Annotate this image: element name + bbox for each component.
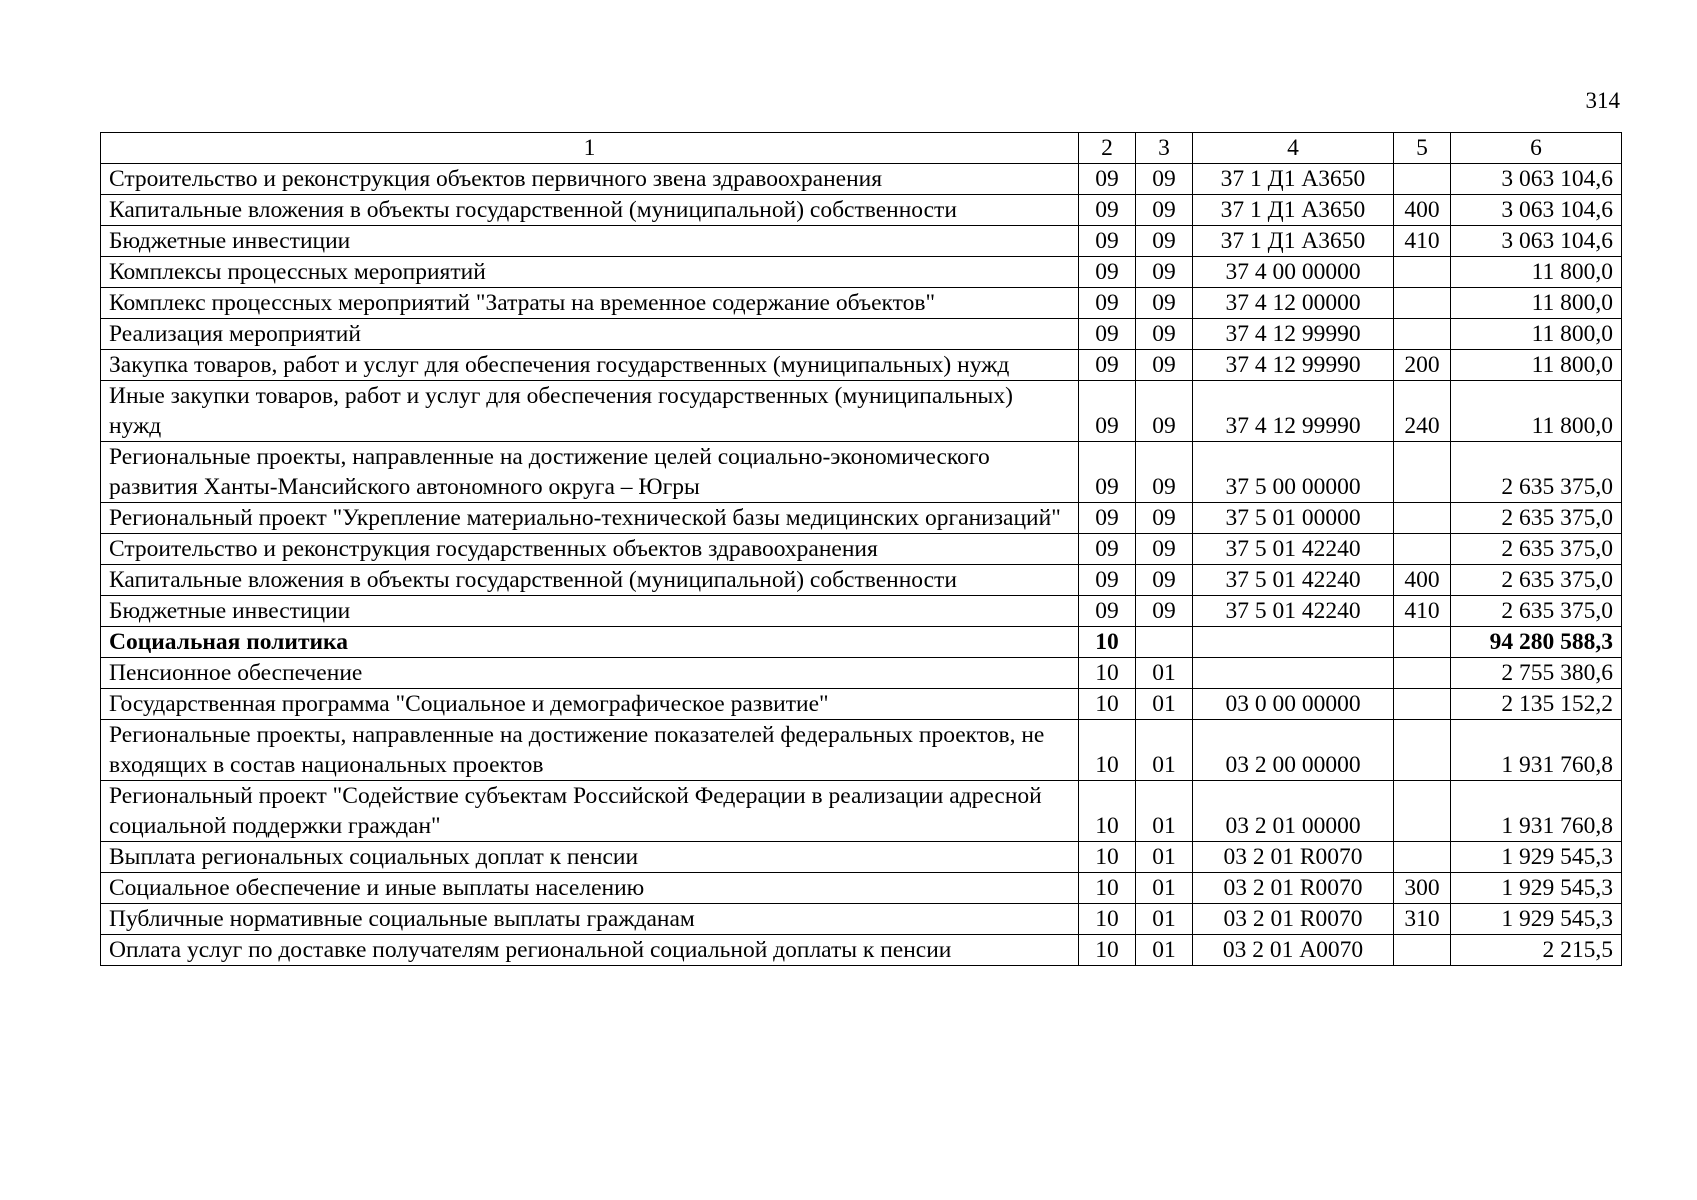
cell-amount: 1 929 545,3	[1451, 842, 1622, 873]
cell-amount: 1 931 760,8	[1451, 781, 1622, 842]
cell-section: 09	[1079, 257, 1136, 288]
cell-expense-type	[1394, 503, 1451, 534]
cell-subsection: 01	[1136, 842, 1193, 873]
cell-section: 09	[1079, 442, 1136, 503]
cell-section: 09	[1079, 319, 1136, 350]
cell-amount: 2 755 380,6	[1451, 658, 1622, 689]
table-row	[101, 720, 1622, 781]
table-row	[101, 442, 1622, 503]
cell-section: 09	[1079, 226, 1136, 257]
cell-expense-type: 410	[1394, 226, 1451, 257]
cell-name: Региональный проект "Содействие субъектам Российской Федерации в реализации адресной социальной поддержки граждан"	[101, 781, 1079, 842]
cell-subsection: 09	[1136, 164, 1193, 195]
cell-subsection: 09	[1136, 565, 1193, 596]
cell-subsection: 01	[1136, 689, 1193, 720]
cell-subsection: 01	[1136, 935, 1193, 966]
cell-amount: 2 135 152,2	[1451, 689, 1622, 720]
cell-target-article	[1193, 658, 1394, 689]
table-row	[101, 658, 1622, 689]
table-row	[101, 226, 1622, 257]
cell-expense-type	[1394, 720, 1451, 781]
cell-target-article: 37 4 12 00000	[1193, 288, 1394, 319]
cell-name: Капитальные вложения в объекты государственной (муниципальной) собственности	[101, 565, 1079, 596]
cell-name: Региональные проекты, направленные на достижение показателей федеральных проектов, не входящих в состав национальных проектов	[101, 720, 1079, 781]
cell-target-article: 03 2 00 00000	[1193, 720, 1394, 781]
cell-subsection: 09	[1136, 319, 1193, 350]
cell-target-article: 03 2 01 00000	[1193, 781, 1394, 842]
page-number: 314	[1585, 88, 1620, 113]
cell-amount: 2 635 375,0	[1451, 534, 1622, 565]
table-row	[101, 627, 1622, 658]
cell-expense-type	[1394, 842, 1451, 873]
cell-expense-type: 410	[1394, 596, 1451, 627]
cell-section: 09	[1079, 195, 1136, 226]
cell-subsection: 09	[1136, 442, 1193, 503]
cell-name: Выплата региональных социальных доплат к пенсии	[101, 842, 1079, 873]
cell-subsection: 09	[1136, 503, 1193, 534]
cell-target-article: 37 1 Д1 А3650	[1193, 226, 1394, 257]
cell-subsection: 01	[1136, 658, 1193, 689]
cell-name: Комплекс процессных мероприятий "Затраты на временное содержание объектов"	[101, 288, 1079, 319]
cell-section: 09	[1079, 534, 1136, 565]
cell-target-article: 37 1 Д1 А3650	[1193, 195, 1394, 226]
cell-expense-type: 200	[1394, 350, 1451, 381]
cell-subsection: 09	[1136, 288, 1193, 319]
table-header-row	[101, 133, 1622, 164]
cell-expense-type	[1394, 319, 1451, 350]
table-body	[101, 133, 1622, 966]
cell-expense-type: 400	[1394, 195, 1451, 226]
cell-name: Реализация мероприятий	[101, 319, 1079, 350]
cell-subsection: 09	[1136, 534, 1193, 565]
table-row	[101, 781, 1622, 842]
table-row	[101, 288, 1622, 319]
cell-subsection: 09	[1136, 596, 1193, 627]
cell-amount: 11 800,0	[1451, 319, 1622, 350]
cell-name: Государственная программа "Социальное и демографическое развитие"	[101, 689, 1079, 720]
cell-name: Комплексы процессных мероприятий	[101, 257, 1079, 288]
cell-target-article: 03 0 00 00000	[1193, 689, 1394, 720]
cell-target-article	[1193, 627, 1394, 658]
cell-target-article: 03 2 01 R0070	[1193, 873, 1394, 904]
cell-amount: 3 063 104,6	[1451, 164, 1622, 195]
cell-section: 10	[1079, 781, 1136, 842]
cell-amount: 2 215,5	[1451, 935, 1622, 966]
cell-name: Иные закупки товаров, работ и услуг для обеспечения государственных (муниципальных) нужд	[101, 381, 1079, 442]
table-row	[101, 503, 1622, 534]
cell-expense-type: 240	[1394, 381, 1451, 442]
cell-expense-type: 300	[1394, 873, 1451, 904]
cell-target-article: 37 5 01 42240	[1193, 596, 1394, 627]
cell-subsection: 01	[1136, 904, 1193, 935]
cell-section: 09	[1079, 164, 1136, 195]
cell-expense-type	[1394, 689, 1451, 720]
cell-name: Бюджетные инвестиции	[101, 226, 1079, 257]
header-cell-name: 1	[101, 133, 1079, 164]
table-row	[101, 319, 1622, 350]
cell-expense-type: 310	[1394, 904, 1451, 935]
table-row	[101, 842, 1622, 873]
cell-amount: 2 635 375,0	[1451, 503, 1622, 534]
cell-expense-type	[1394, 164, 1451, 195]
cell-amount: 2 635 375,0	[1451, 442, 1622, 503]
cell-subsection: 09	[1136, 350, 1193, 381]
table-row	[101, 596, 1622, 627]
cell-expense-type	[1394, 658, 1451, 689]
cell-subsection: 09	[1136, 381, 1193, 442]
cell-section: 09	[1079, 350, 1136, 381]
table-row	[101, 904, 1622, 935]
cell-section: 09	[1079, 503, 1136, 534]
header-cell-amount: 6	[1451, 133, 1622, 164]
cell-expense-type	[1394, 288, 1451, 319]
cell-expense-type	[1394, 442, 1451, 503]
cell-target-article: 03 2 01 R0070	[1193, 904, 1394, 935]
cell-section: 10	[1079, 904, 1136, 935]
cell-target-article: 37 5 00 00000	[1193, 442, 1394, 503]
cell-section: 09	[1079, 288, 1136, 319]
cell-target-article: 37 5 01 42240	[1193, 565, 1394, 596]
cell-subsection: 09	[1136, 257, 1193, 288]
cell-amount: 3 063 104,6	[1451, 195, 1622, 226]
cell-section: 10	[1079, 720, 1136, 781]
cell-section: 09	[1079, 596, 1136, 627]
cell-name: Капитальные вложения в объекты государственной (муниципальной) собственности	[101, 195, 1079, 226]
cell-name: Строительство и реконструкция объектов первичного звена здравоохранения	[101, 164, 1079, 195]
cell-subsection: 01	[1136, 720, 1193, 781]
table-row	[101, 164, 1622, 195]
header-cell-subsection: 3	[1136, 133, 1193, 164]
header-cell-target-article: 4	[1193, 133, 1394, 164]
cell-expense-type	[1394, 627, 1451, 658]
cell-amount: 11 800,0	[1451, 288, 1622, 319]
cell-amount: 94 280 588,3	[1451, 627, 1622, 658]
cell-amount: 2 635 375,0	[1451, 596, 1622, 627]
cell-subsection: 01	[1136, 781, 1193, 842]
cell-amount: 11 800,0	[1451, 381, 1622, 442]
cell-name: Публичные нормативные социальные выплаты гражданам	[101, 904, 1079, 935]
cell-amount: 1 931 760,8	[1451, 720, 1622, 781]
cell-name: Строительство и реконструкция государственных объектов здравоохранения	[101, 534, 1079, 565]
table-row	[101, 195, 1622, 226]
budget-table	[100, 132, 1622, 966]
cell-name: Социальное обеспечение и иные выплаты населению	[101, 873, 1079, 904]
cell-expense-type	[1394, 781, 1451, 842]
cell-amount: 1 929 545,3	[1451, 904, 1622, 935]
cell-section: 10	[1079, 873, 1136, 904]
cell-target-article: 37 1 Д1 А3650	[1193, 164, 1394, 195]
cell-expense-type	[1394, 534, 1451, 565]
table-row	[101, 381, 1622, 442]
cell-name: Социальная политика	[101, 627, 1079, 658]
cell-subsection: 09	[1136, 226, 1193, 257]
cell-name: Региональные проекты, направленные на достижение целей социально-экономического развития Ханты-Мансийского автономного округа – Югры	[101, 442, 1079, 503]
cell-expense-type: 400	[1394, 565, 1451, 596]
table-row	[101, 257, 1622, 288]
table-row	[101, 873, 1622, 904]
header-cell-expense-type: 5	[1394, 133, 1451, 164]
cell-name: Региональный проект "Укрепление материально-технической базы медицинских организаций"	[101, 503, 1079, 534]
cell-name: Пенсионное обеспечение	[101, 658, 1079, 689]
cell-section: 10	[1079, 689, 1136, 720]
cell-amount: 1 929 545,3	[1451, 873, 1622, 904]
table-row	[101, 534, 1622, 565]
cell-target-article: 37 4 12 99990	[1193, 319, 1394, 350]
table-row	[101, 689, 1622, 720]
cell-amount: 11 800,0	[1451, 350, 1622, 381]
cell-name: Закупка товаров, работ и услуг для обеспечения государственных (муниципальных) нужд	[101, 350, 1079, 381]
cell-amount: 2 635 375,0	[1451, 565, 1622, 596]
cell-section: 09	[1079, 381, 1136, 442]
cell-subsection	[1136, 627, 1193, 658]
cell-amount: 3 063 104,6	[1451, 226, 1622, 257]
cell-target-article: 37 4 00 00000	[1193, 257, 1394, 288]
cell-section: 10	[1079, 658, 1136, 689]
cell-section: 10	[1079, 627, 1136, 658]
cell-amount: 11 800,0	[1451, 257, 1622, 288]
table-row	[101, 350, 1622, 381]
cell-name: Бюджетные инвестиции	[101, 596, 1079, 627]
cell-target-article: 37 5 01 00000	[1193, 503, 1394, 534]
table-row	[101, 565, 1622, 596]
header-cell-section: 2	[1079, 133, 1136, 164]
cell-name: Оплата услуг по доставке получателям региональной социальной доплаты к пенсии	[101, 935, 1079, 966]
cell-expense-type	[1394, 935, 1451, 966]
cell-target-article: 37 5 01 42240	[1193, 534, 1394, 565]
table-row	[101, 935, 1622, 966]
cell-subsection: 09	[1136, 195, 1193, 226]
cell-section: 10	[1079, 935, 1136, 966]
cell-target-article: 37 4 12 99990	[1193, 350, 1394, 381]
cell-target-article: 03 2 01 R0070	[1193, 842, 1394, 873]
cell-subsection: 01	[1136, 873, 1193, 904]
cell-target-article: 37 4 12 99990	[1193, 381, 1394, 442]
cell-target-article: 03 2 01 А0070	[1193, 935, 1394, 966]
cell-expense-type	[1394, 257, 1451, 288]
cell-section: 09	[1079, 565, 1136, 596]
cell-section: 10	[1079, 842, 1136, 873]
